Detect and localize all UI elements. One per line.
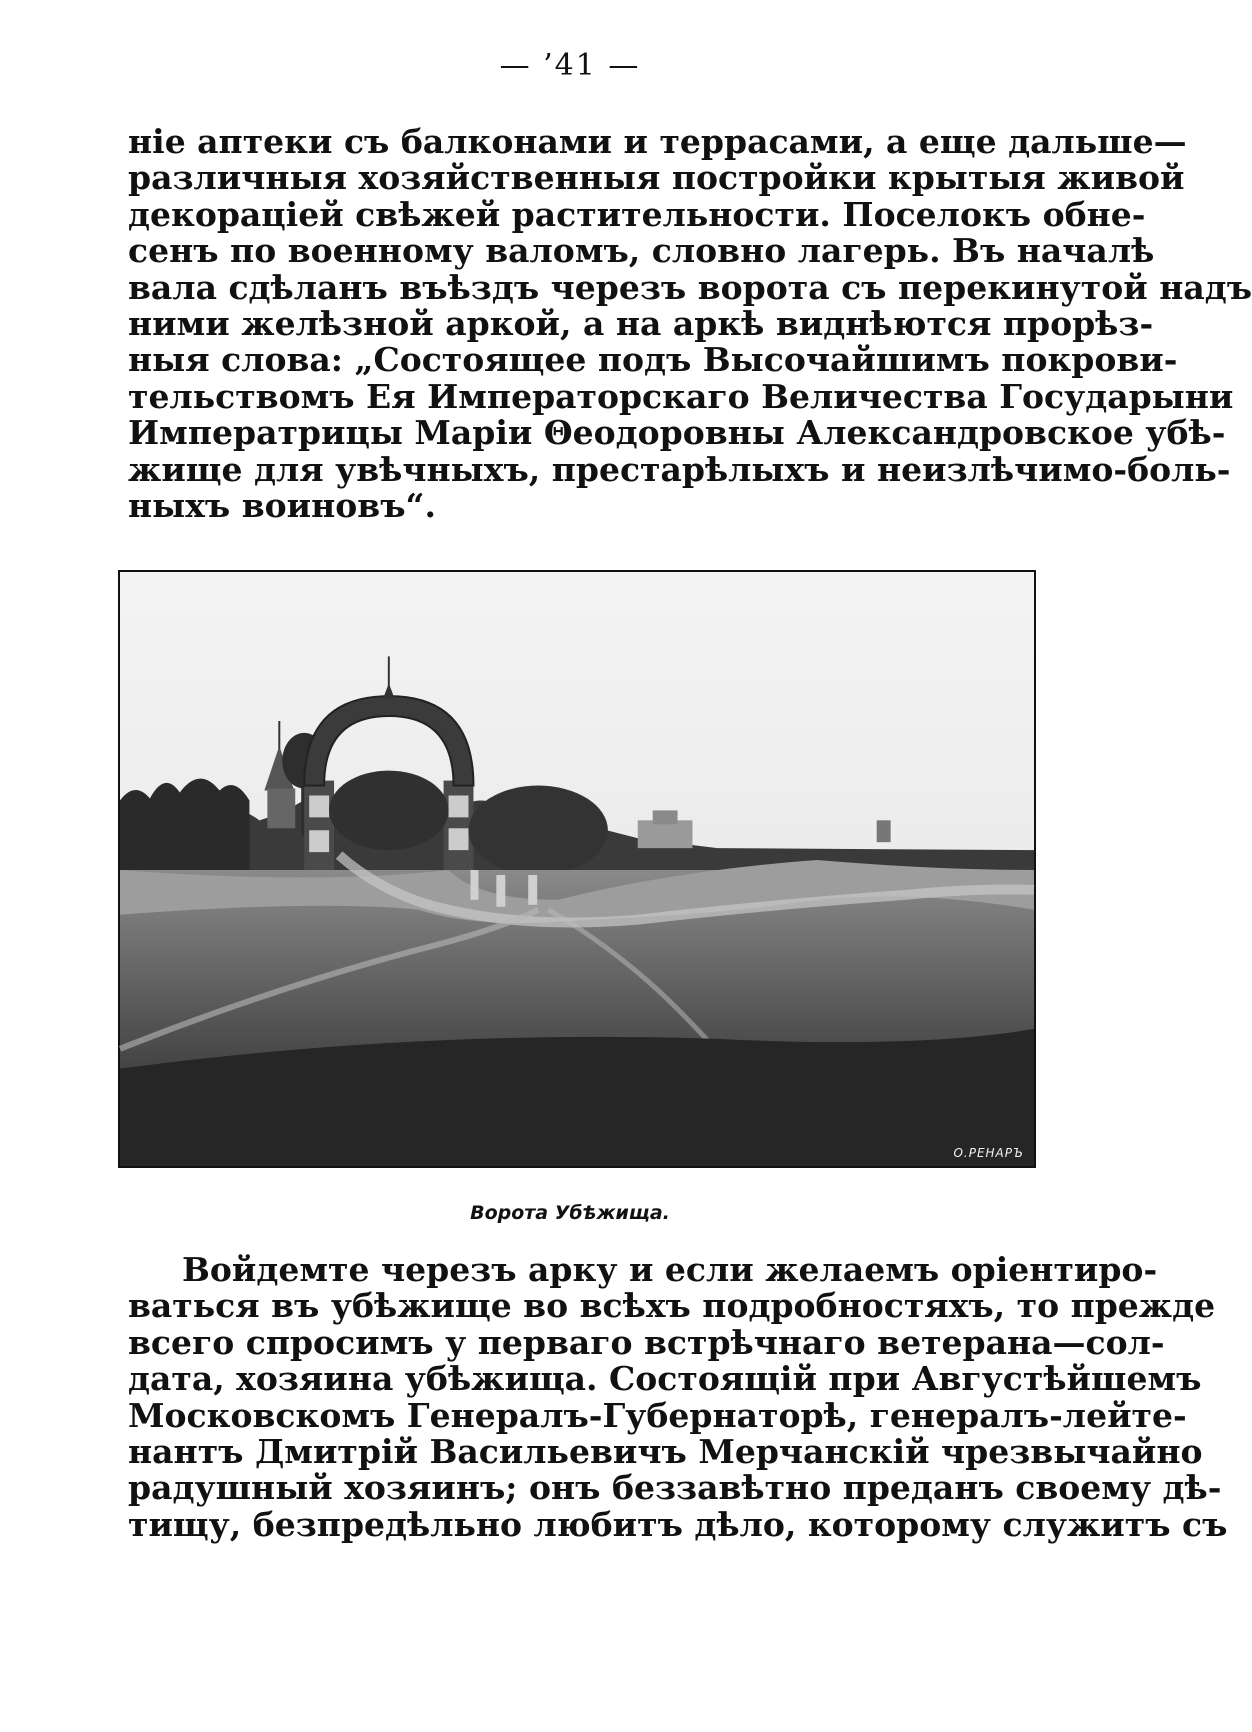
text-line: радушный хозяинъ; онъ беззавѣтно преданъ своему дѣ- — [128, 1468, 1222, 1508]
page-number: — ’41 — — [499, 48, 641, 83]
photo-illustration — [120, 572, 1034, 1166]
text-line: дата, хозяина убѣжища. Состоящій при Августѣйшемъ — [128, 1359, 1202, 1399]
text-line: сенъ по военному валомъ, словно лагерь. Въ началѣ — [128, 231, 1155, 271]
text-line: декораціей свѣжей растительности. Поселокъ обне- — [128, 194, 1146, 234]
text-line: ваться въ убѣжище во всѣхъ подробностяхъ, то прежде — [128, 1286, 1216, 1326]
text-line: Войдемте черезъ арку и если желаемъ оріентиро- — [182, 1250, 1158, 1289]
text-line: различныя хозяйственныя постройки крытыя живой — [128, 158, 1185, 198]
text-line: Московскомъ Генералъ-Губернаторѣ, генералъ-лейте- — [128, 1395, 1187, 1435]
text-line: ныхъ воиновъ“. — [128, 486, 437, 526]
text-line: Императрицы Маріи Θеодоровны Александровское убѣ- — [128, 413, 1226, 453]
text-line: нантъ Дмитрій Васильевичъ Мерчанскій чрезвычайно — [128, 1432, 1203, 1472]
text-line: жище для увѣчныхъ, престарѣлыхъ и неизлѣчимо-боль- — [128, 449, 1231, 489]
figure-caption: Ворота Убѣжища. — [470, 1202, 670, 1224]
paragraph-top — [128, 122, 1252, 526]
photo-credit: О.РЕНАРЪ — [953, 1146, 1024, 1160]
gate-photograph — [118, 570, 1036, 1168]
text-line: всего спросимъ у перваго встрѣчнаго ветерана—сол- — [128, 1322, 1165, 1362]
text-line: ныя слова: „Состоящее подъ Высочайшимъ покрови- — [128, 340, 1178, 380]
text-line: тельствомъ Ея Императорскаго Величества Государыни — [128, 376, 1234, 416]
text-line: тищу, безпредѣльно любитъ дѣло, которому служитъ съ — [128, 1504, 1228, 1544]
paragraph-bottom — [128, 1250, 1228, 1544]
text-line: вала сдѣланъ въѣздъ черезъ ворота съ перекинутой надъ — [128, 267, 1252, 307]
text-line: ніе аптеки съ балконами и террасами, а еще дальше— — [128, 122, 1187, 161]
text-line: ними желѣзной аркой, а на аркѣ виднѣются прорѣз- — [128, 304, 1154, 344]
